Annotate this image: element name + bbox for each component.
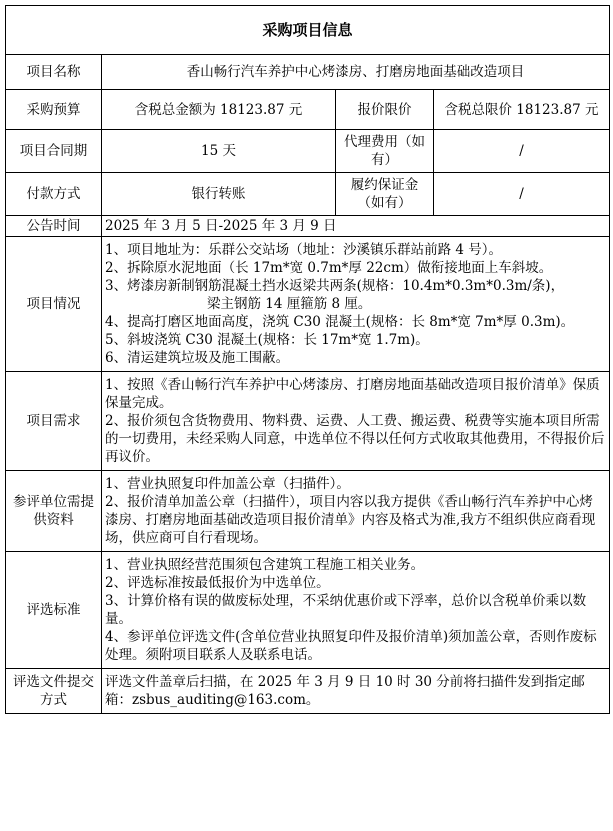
agency-fee-value: / — [434, 130, 610, 173]
notice-value: 2025 年 3 月 5 日-2025 年 3 月 9 日 — [102, 216, 610, 237]
situation-line: 4、提高打磨区地面高度，浇筑 C30 混凝土(规格：长 8m*宽 7m*厚 0.3m)。 — [105, 314, 575, 330]
budget-label: 采购预算 — [6, 90, 102, 130]
requirements-row — [6, 372, 610, 471]
situation-line: 梁主钢筋 14 厘箍筋 8 厘。 — [207, 296, 372, 312]
submission-row — [6, 669, 610, 714]
requirements-content — [102, 372, 610, 471]
materials-content — [102, 471, 610, 552]
price-limit-label: 报价限价 — [336, 90, 434, 130]
criteria-content — [102, 552, 610, 669]
project-name-label: 项目名称 — [6, 55, 102, 90]
notice-row — [6, 216, 610, 237]
criteria-line: 2、评选标准按最低报价为中选单位。 — [105, 575, 330, 591]
criteria-line: 4、参评单位评选文件(含单位营业执照复印件及报价清单)须加盖公章，否则作废标处理。须附项目联系人及联系电话。 — [105, 629, 597, 663]
situation-line: 2、拆除原水泥地面（长 17m*宽 0.7m*厚 22cm）做衔接地面上车斜坡。 — [105, 260, 553, 276]
materials-line: 2、报价清单加盖公章（扫描件），项目内容以我方提供《香山畅行汽车养护中心烤漆房、打磨房地面基础改造项目报价清单》内容及格式为准,我方不组织供应商看现场，供应商可自行看现场。 — [105, 494, 596, 546]
situation-row — [6, 237, 610, 372]
materials-row — [6, 471, 610, 552]
requirements-line: 2、报价须包含货物费用、物料费、运费、人工费、搬运费、税费等实施本项目所需的一切费用，未经采购人同意，中选单位不得以任何方式收取其他费用，不得报价后再议价。 — [105, 413, 605, 465]
situation-line: 6、清运建筑垃圾及施工围蔽。 — [105, 350, 290, 366]
criteria-row — [6, 552, 610, 669]
price-limit-value: 含税总限价 18123.87 元 — [434, 90, 610, 130]
criteria-line: 1、营业执照经营范围须包含建筑工程施工相关业务。 — [105, 557, 425, 573]
project-name-value: 香山畅行汽车养护中心烤漆房、打磨房地面基础改造项目 — [102, 55, 610, 90]
deposit-value: / — [434, 173, 610, 216]
procurement-info-table — [5, 5, 610, 714]
table-title: 采购项目信息 — [6, 6, 610, 55]
situation-content — [102, 237, 610, 372]
materials-label: 参评单位需提供资料 — [6, 471, 102, 552]
payment-row — [6, 173, 610, 216]
situation-line: 3、烤漆房新制钢筋混凝土挡水返梁共两条(规格：10.4m*0.3m*0.3m/条)， — [105, 278, 565, 294]
submission-label: 评选文件提交方式 — [6, 669, 102, 714]
notice-label: 公告时间 — [6, 216, 102, 237]
criteria-line: 3、计算价格有误的做废标处理，不采纳优惠价或下浮率，总价以含税单价乘以数量。 — [105, 593, 587, 627]
contract-period-row — [6, 130, 610, 173]
criteria-label: 评选标准 — [6, 552, 102, 669]
situation-line: 1、项目地址为：乐群公交站场（地址：沙溪镇乐群站前路 4 号）。 — [105, 242, 503, 258]
budget-row — [6, 90, 610, 130]
deposit-label: 履约保证金（如有） — [336, 173, 434, 216]
requirements-line: 1、按照《香山畅行汽车养护中心烤漆房、打磨房地面基础改造项目报价清单》保质保量完成。 — [105, 377, 600, 411]
materials-line: 1、营业执照复印件加盖公章（扫描件）。 — [105, 476, 350, 492]
payment-value: 银行转账 — [102, 173, 336, 216]
project-name-row — [6, 55, 610, 90]
procurement-info-sheet — [5, 5, 609, 714]
submission-value: 评选文件盖章后扫描，在 2025 年 3 月 9 日 10 时 30 分前将扫描件发到指定邮箱：zsbus_auditing@163.com。 — [102, 669, 610, 714]
agency-fee-label: 代理费用（如有） — [336, 130, 434, 173]
payment-label: 付款方式 — [6, 173, 102, 216]
contract-period-value: 15 天 — [102, 130, 336, 173]
title-row — [6, 6, 610, 55]
requirements-label: 项目需求 — [6, 372, 102, 471]
situation-line: 5、斜坡浇筑 C30 混凝土(规格：长 17m*宽 1.7m)。 — [105, 332, 429, 348]
contract-period-label: 项目合同期 — [6, 130, 102, 173]
budget-value: 含税总金额为 18123.87 元 — [102, 90, 336, 130]
situation-label: 项目情况 — [6, 237, 102, 372]
